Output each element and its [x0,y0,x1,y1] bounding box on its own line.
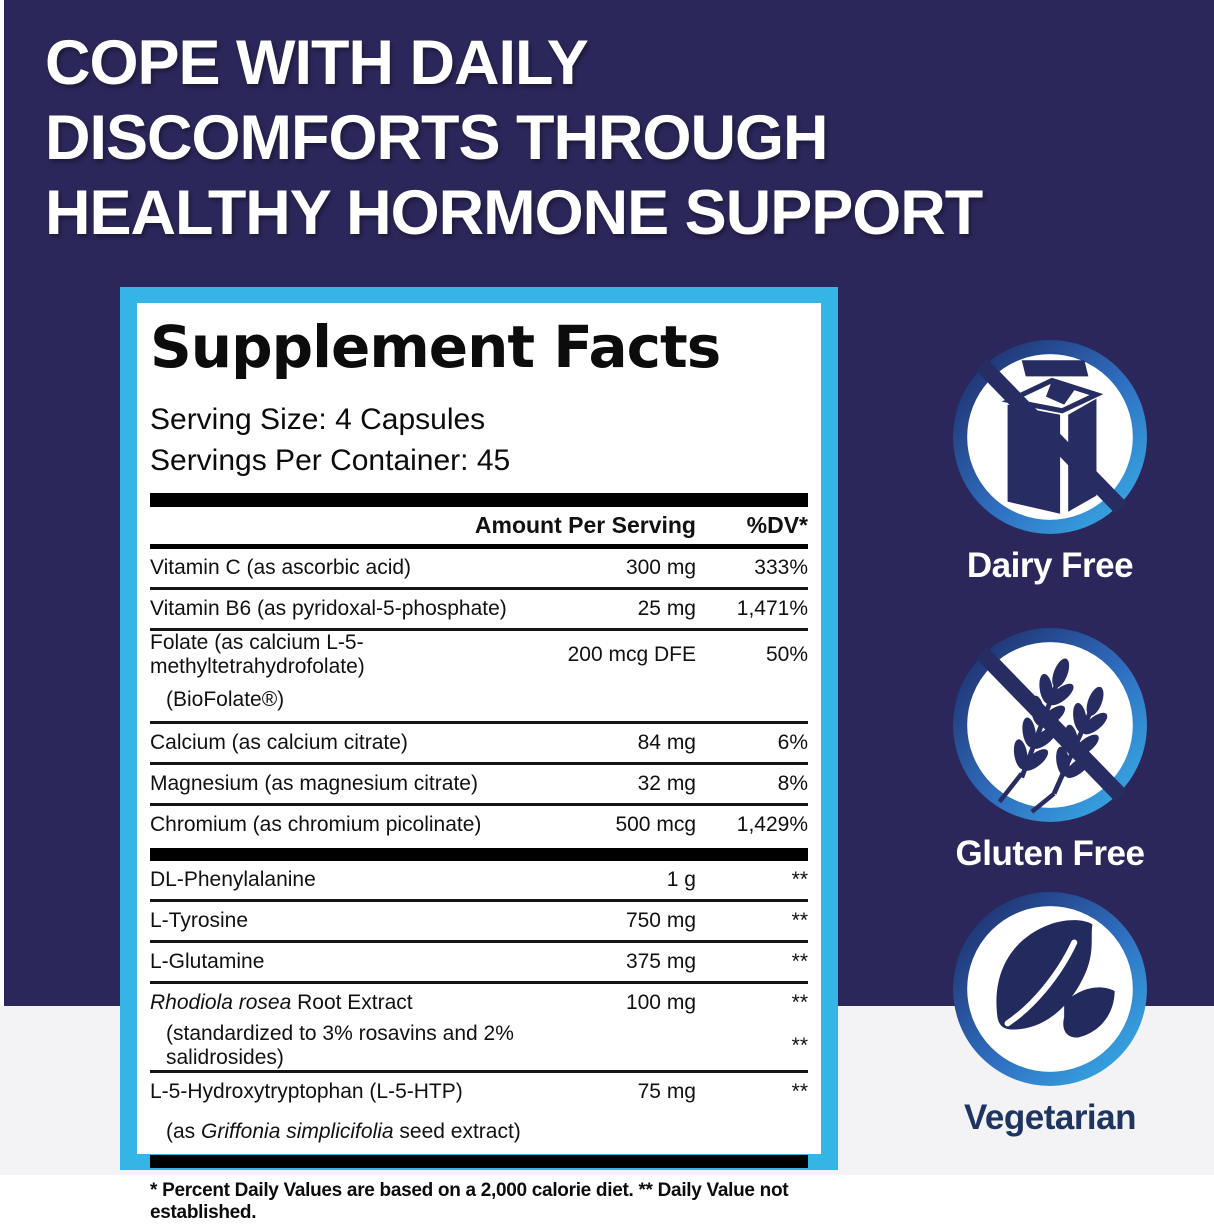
serving-info [150,401,808,479]
table-row: Vitamin C (as ascorbic acid) 300 mg 333% [150,549,808,590]
badge-label: Gluten Free [955,834,1145,873]
table-row: DL-Phenylalanine 1 g ** [150,861,808,902]
badge-label: Vegetarian [963,1098,1137,1137]
divider-bar-bottom [150,1155,808,1168]
table-row: L-5-Hydroxytryptophan (L-5-HTP) 75 mg ** [150,1080,808,1103]
table-row: L-Tyrosine 750 mg ** [150,902,808,943]
divider-bar-top [150,493,808,507]
heading-line-2: DISCOMFORTS THROUGH [45,103,828,173]
supplement-facts-inner [137,303,821,1223]
table-row-continuation: (as Griffonia simplicifolia seed extract) [166,1120,521,1143]
table-row: Rhodiola rosea Root Extract 100 mg ** [150,991,808,1014]
table-row: Chromium (as chromium picolinate) 500 mcg 1,429% [150,813,808,836]
badge-gluten-free [946,624,1154,874]
heading-line-3: HEALTHY HORMONE SUPPORT [45,178,983,248]
footnote: * Percent Daily Values are based on a 2,000 calorie diet. ** Daily Value not established. [150,1180,789,1223]
badge-vegetarian [946,888,1154,1138]
serving-size: Serving Size: 4 Capsules [150,403,486,436]
table-row-continuation: (BioFolate®) [150,679,808,724]
column-header-amount: Amount Per Serving [474,512,696,538]
table-row: Vitamin B6 (as pyridoxal-5-phosphate) 25 mg 1,471% [150,590,808,631]
page-title [45,26,1145,251]
leaf-icon [949,888,1151,1090]
table-row-continuation: (standardized to 3% rosavins and 2% salidrosides) ** [150,1022,808,1073]
left-edge-sliver [0,0,4,1006]
table-header-row [150,507,808,544]
table-row: Magnesium (as magnesium citrate) 32 mg 8% [150,765,808,806]
badge-dairy-free [946,336,1154,586]
supplement-facts-title: Supplement Facts [150,313,721,381]
table-row: Calcium (as calcium citrate) 84 mg 6% [150,724,808,765]
supplement-facts-panel [120,287,838,1223]
table-row: Folate (as calcium L-5-methyltetrahydrofolate) 200 mcg DFE 50% [150,631,808,678]
heading-line-1: COPE WITH DAILY [45,28,588,98]
badge-label: Dairy Free [966,546,1134,585]
no-gluten-icon [949,624,1151,826]
table-row: L-Glutamine 375 mg ** [150,943,808,984]
servings-per-container: Servings Per Container: 45 [150,444,511,477]
divider-bar-middle [150,848,808,861]
no-dairy-icon [949,336,1151,538]
column-header-dv: %DV* [746,512,808,538]
